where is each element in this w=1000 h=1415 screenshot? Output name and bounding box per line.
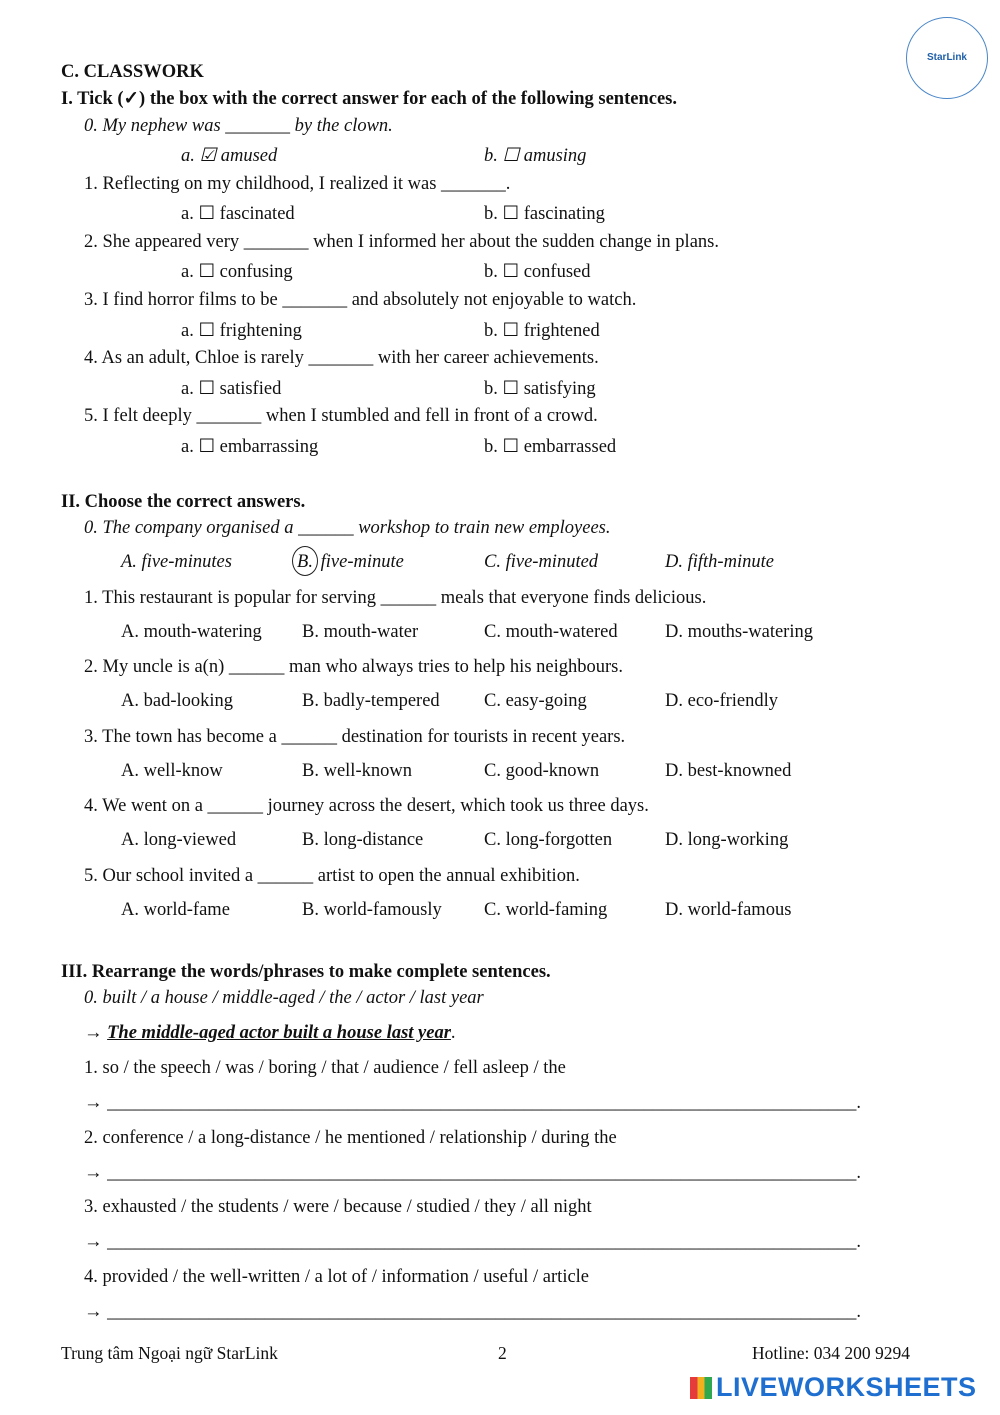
s1-q3-option-a[interactable]: a. ☐ frightening	[181, 321, 302, 341]
s3-q1-answer-line[interactable]: → _________________________________________________________________________________.	[84, 1093, 861, 1113]
selected-answer-circle: B.	[292, 546, 318, 576]
s1-q1-option-b[interactable]: b. ☐ fascinating	[484, 204, 605, 224]
s2-q3-option-a[interactable]: A. well-know	[121, 761, 223, 781]
footer-center-name: Trung tâm Ngoại ngữ StarLink	[61, 1343, 278, 1363]
s1-q2-option-b[interactable]: b. ☐ confused	[484, 262, 591, 282]
s2-q5-option-d[interactable]: D. world-famous	[665, 900, 792, 920]
s1-q4-option-a[interactable]: a. ☐ satisfied	[181, 379, 282, 399]
section-3-title: III. Rearrange the words/phrases to make complete sentences.	[61, 962, 551, 982]
s1-q3-option-b[interactable]: b. ☐ frightened	[484, 321, 600, 341]
s2-q5-option-b[interactable]: B. world-famously	[302, 900, 442, 920]
s3-q0-answer-text: The middle-aged actor built a house last year	[107, 1023, 451, 1043]
s1-q3: 3. I find horror films to be _______ and absolutely not enjoyable to watch.	[84, 290, 637, 310]
section-2-title: II. Choose the correct answers.	[61, 492, 306, 512]
s2-q5: 5. Our school invited a ______ artist to open the annual exhibition.	[84, 866, 580, 886]
s1-q5-option-b[interactable]: b. ☐ embarrassed	[484, 437, 617, 457]
s2-q0: 0. The company organised a ______ workshop to train new employees.	[84, 518, 611, 538]
s2-q2-option-b[interactable]: B. badly-tempered	[302, 691, 440, 711]
s2-q2-option-d[interactable]: D. eco-friendly	[665, 691, 779, 711]
s3-q1: 1. so / the speech / was / boring / that / audience / fell asleep / the	[84, 1058, 566, 1078]
s3-q3: 3. exhausted / the students / were / because / studied / they / all night	[84, 1197, 592, 1217]
s2-q3-option-d[interactable]: D. best-knowned	[665, 761, 792, 781]
s1-q0: 0. My nephew was _______ by the clown.	[84, 116, 393, 136]
s1-q5: 5. I felt deeply _______ when I stumbled and fell in front of a crowd.	[84, 406, 598, 426]
s3-q4-answer-line[interactable]: → _________________________________________________________________________________.	[84, 1302, 861, 1322]
starlink-logo: StarLink	[906, 17, 988, 99]
s2-q3-option-c[interactable]: C. good-known	[484, 761, 600, 781]
s3-q2-answer-line[interactable]: → _________________________________________________________________________________.	[84, 1163, 861, 1183]
s2-q3-option-b[interactable]: B. well-known	[302, 761, 412, 781]
s2-q4-option-d[interactable]: D. long-working	[665, 830, 789, 850]
s3-q0: 0. built / a house / middle-aged / the / actor / last year	[84, 988, 484, 1008]
s3-q0-answer: → The middle-aged actor built a house last year.	[84, 1023, 456, 1043]
s2-q2-option-c[interactable]: C. easy-going	[484, 691, 587, 711]
liveworksheets-watermark: LIVEWORKSHEETS	[690, 1372, 977, 1403]
s2-q1-option-c[interactable]: C. mouth-watered	[484, 622, 618, 642]
s2-q4: 4. We went on a ______ journey across the desert, which took us three days.	[84, 796, 649, 816]
s1-q2-option-a[interactable]: a. ☐ confusing	[181, 262, 293, 282]
s2-q1-option-d[interactable]: D. mouths-watering	[665, 622, 813, 642]
s2-q1-option-b[interactable]: B. mouth-water	[302, 622, 419, 642]
s2-q1-option-a[interactable]: A. mouth-watering	[121, 622, 262, 642]
s1-q2: 2. She appeared very _______ when I informed her about the sudden change in plans.	[84, 232, 719, 252]
s1-q1-option-a[interactable]: a. ☐ fascinated	[181, 204, 295, 224]
footer-hotline: Hotline: 034 200 9294	[752, 1343, 910, 1363]
liveworksheets-logo-icon	[690, 1377, 712, 1399]
s2-q0-option-b: B. five-minute	[298, 546, 404, 576]
s1-q4-option-b[interactable]: b. ☐ satisfying	[484, 379, 596, 399]
s1-q0-option-b: b. ☐ amusing	[484, 146, 587, 166]
s2-q0-option-c: C. five-minuted	[484, 552, 599, 572]
s2-q2: 2. My uncle is a(n) ______ man who always tries to help his neighbours.	[84, 657, 623, 677]
s2-q0-option-d: D. fifth-minute	[665, 552, 774, 572]
s3-q3-answer-line[interactable]: → _________________________________________________________________________________.	[84, 1232, 861, 1252]
s1-q5-option-a[interactable]: a. ☐ embarrassing	[181, 437, 319, 457]
s1-q1: 1. Reflecting on my childhood, I realized it was _______.	[84, 174, 511, 194]
s3-q4: 4. provided / the well-written / a lot of / information / useful / article	[84, 1267, 590, 1287]
s2-q5-option-a[interactable]: A. world-fame	[121, 900, 230, 920]
page-number: 2	[498, 1343, 507, 1363]
s2-q5-option-c[interactable]: C. world-faming	[484, 900, 608, 920]
s2-q2-option-a[interactable]: A. bad-looking	[121, 691, 234, 711]
s2-q4-option-b[interactable]: B. long-distance	[302, 830, 424, 850]
s3-q2: 2. conference / a long-distance / he mentioned / relationship / during the	[84, 1128, 617, 1148]
s2-q4-option-a[interactable]: A. long-viewed	[121, 830, 237, 850]
s2-q1: 1. This restaurant is popular for serving ______ meals that everyone finds delicious.	[84, 588, 707, 608]
s2-q0-option-a: A. five-minutes	[121, 552, 232, 572]
s2-q4-option-c[interactable]: C. long-forgotten	[484, 830, 613, 850]
s2-q3: 3. The town has become a ______ destination for tourists in recent years.	[84, 727, 626, 747]
section-1-title: I. Tick (✓) the box with the correct answer for each of the following sentences.	[61, 89, 677, 109]
s1-q0-option-a: a. ☑ amused	[181, 146, 278, 166]
section-heading: C. CLASSWORK	[61, 62, 204, 82]
s1-q4: 4. As an adult, Chloe is rarely _______ with her career achievements.	[84, 348, 599, 368]
